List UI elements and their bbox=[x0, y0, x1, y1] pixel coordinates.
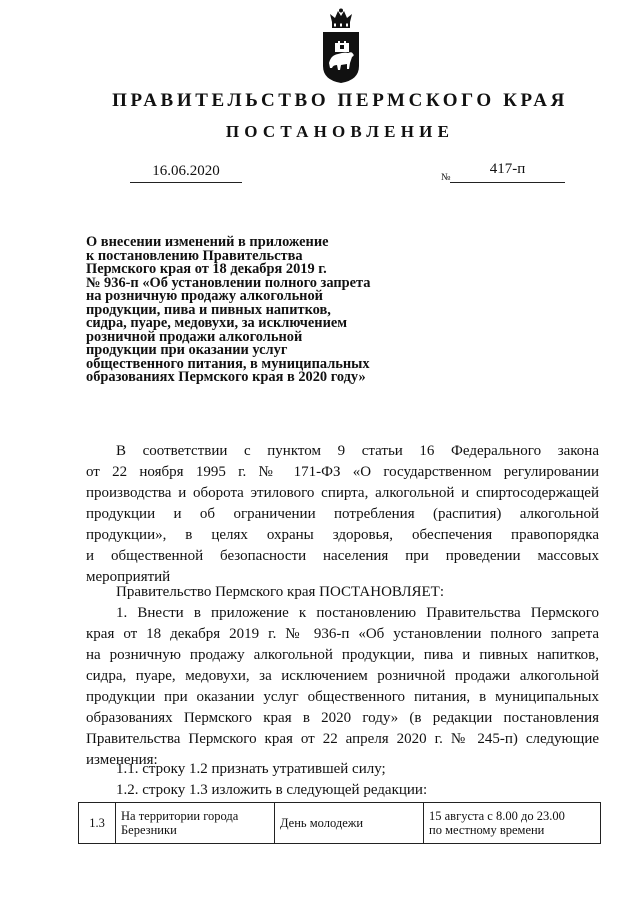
text-line: края от 18 декабря 2019 г. № 936-п «Об установлении полного запрета bbox=[86, 626, 599, 642]
text-line: изменения: bbox=[86, 752, 158, 768]
territory-line-1: На территории города bbox=[121, 809, 239, 823]
text-line: и общественной безопасности населения при проведении массовых bbox=[86, 548, 599, 564]
title-line: № 936-п «Об установлении полного запрета bbox=[86, 274, 371, 291]
number-label: № bbox=[441, 172, 451, 183]
territory-cell bbox=[116, 803, 275, 844]
title-line: продукции при оказании услуг bbox=[86, 342, 288, 358]
title-line: на розничную продажу алкогольной bbox=[86, 288, 323, 304]
amendment-table bbox=[78, 802, 601, 844]
document-number: 417-п bbox=[450, 161, 565, 183]
item-1-2: 1.2. строку 1.3 изложить в следующей редакции: bbox=[116, 782, 428, 798]
title-line: О внесении изменений в приложение bbox=[86, 234, 329, 250]
title-line: розничной продажи алкогольной bbox=[86, 328, 303, 345]
territory-line-2: Березники bbox=[121, 823, 177, 837]
text-line: сидра, пуаре, медовухи, за исключением розничной продажи алкогольной bbox=[86, 668, 599, 684]
text-line: мероприятий bbox=[86, 569, 171, 585]
text-line: продукции при оказании услуг общественного питания, в муниципальных bbox=[86, 689, 599, 705]
text-line: от 22 ноября 1995 г. № 171-ФЗ «О государственном регулировании bbox=[86, 464, 599, 480]
time-line-1: 15 августа с 8.00 до 23.00 bbox=[429, 809, 565, 823]
table-row bbox=[79, 803, 601, 844]
title-line: сидра, пуаре, медовухи, за исключением bbox=[86, 315, 348, 331]
title-line: общественного питания, в муниципальных bbox=[86, 355, 370, 372]
title-line: к постановлению Правительства bbox=[86, 247, 303, 264]
title-line: продукции, пива и пивных напитков, bbox=[86, 301, 331, 318]
text-line: Правительства Пермского края от 22 апреля 2020 г. № 245-п) следующие bbox=[86, 731, 599, 747]
event-cell: День молодежи bbox=[275, 803, 424, 844]
document-title bbox=[86, 236, 416, 385]
text-line: продукции», в целях охраны здоровья, обеспечения правопорядка bbox=[86, 527, 599, 543]
title-line: образованиях Пермского края в 2020 году» bbox=[86, 369, 366, 385]
item-1-paragraph bbox=[86, 603, 599, 771]
crown-icon bbox=[330, 9, 352, 29]
decree-statement: Правительство Пермского края ПОСТАНОВЛЯЕТ: bbox=[116, 584, 445, 600]
government-heading: ПРАВИТЕЛЬСТВО ПЕРМСКОГО КРАЯ bbox=[112, 90, 568, 111]
document-date: 16.06.2020 bbox=[130, 163, 242, 183]
time-line-2: по местному времени bbox=[429, 823, 545, 837]
time-cell bbox=[424, 803, 601, 844]
preamble-paragraph bbox=[86, 441, 599, 588]
text-line: 1. Внести в приложение к постановлению Правительства Пермского bbox=[116, 605, 599, 621]
title-line: Пермского края от 18 декабря 2019 г. bbox=[86, 261, 327, 277]
text-line: образованиях Пермского края в 2020 году» (в редакции постановления bbox=[86, 710, 599, 726]
text-line: продукции и об ограничении потребления (распития) алкогольной bbox=[86, 506, 599, 522]
text-line: на розничную продажу алкогольной продукции, пива и пивных напитков, bbox=[86, 647, 599, 663]
document-type-heading: ПОСТАНОВЛЕНИЕ bbox=[225, 122, 455, 141]
coat-of-arms-emblem bbox=[321, 8, 361, 84]
row-number-cell: 1.3 bbox=[79, 803, 116, 844]
text-line: В соответствии с пунктом 9 статьи 16 Федерального закона bbox=[116, 443, 599, 459]
item-1-1: 1.1. строку 1.2 признать утратившей силу; bbox=[116, 761, 386, 777]
text-line: производства и оборота этилового спирта, алкогольной и спиртосодержащей bbox=[86, 485, 599, 501]
